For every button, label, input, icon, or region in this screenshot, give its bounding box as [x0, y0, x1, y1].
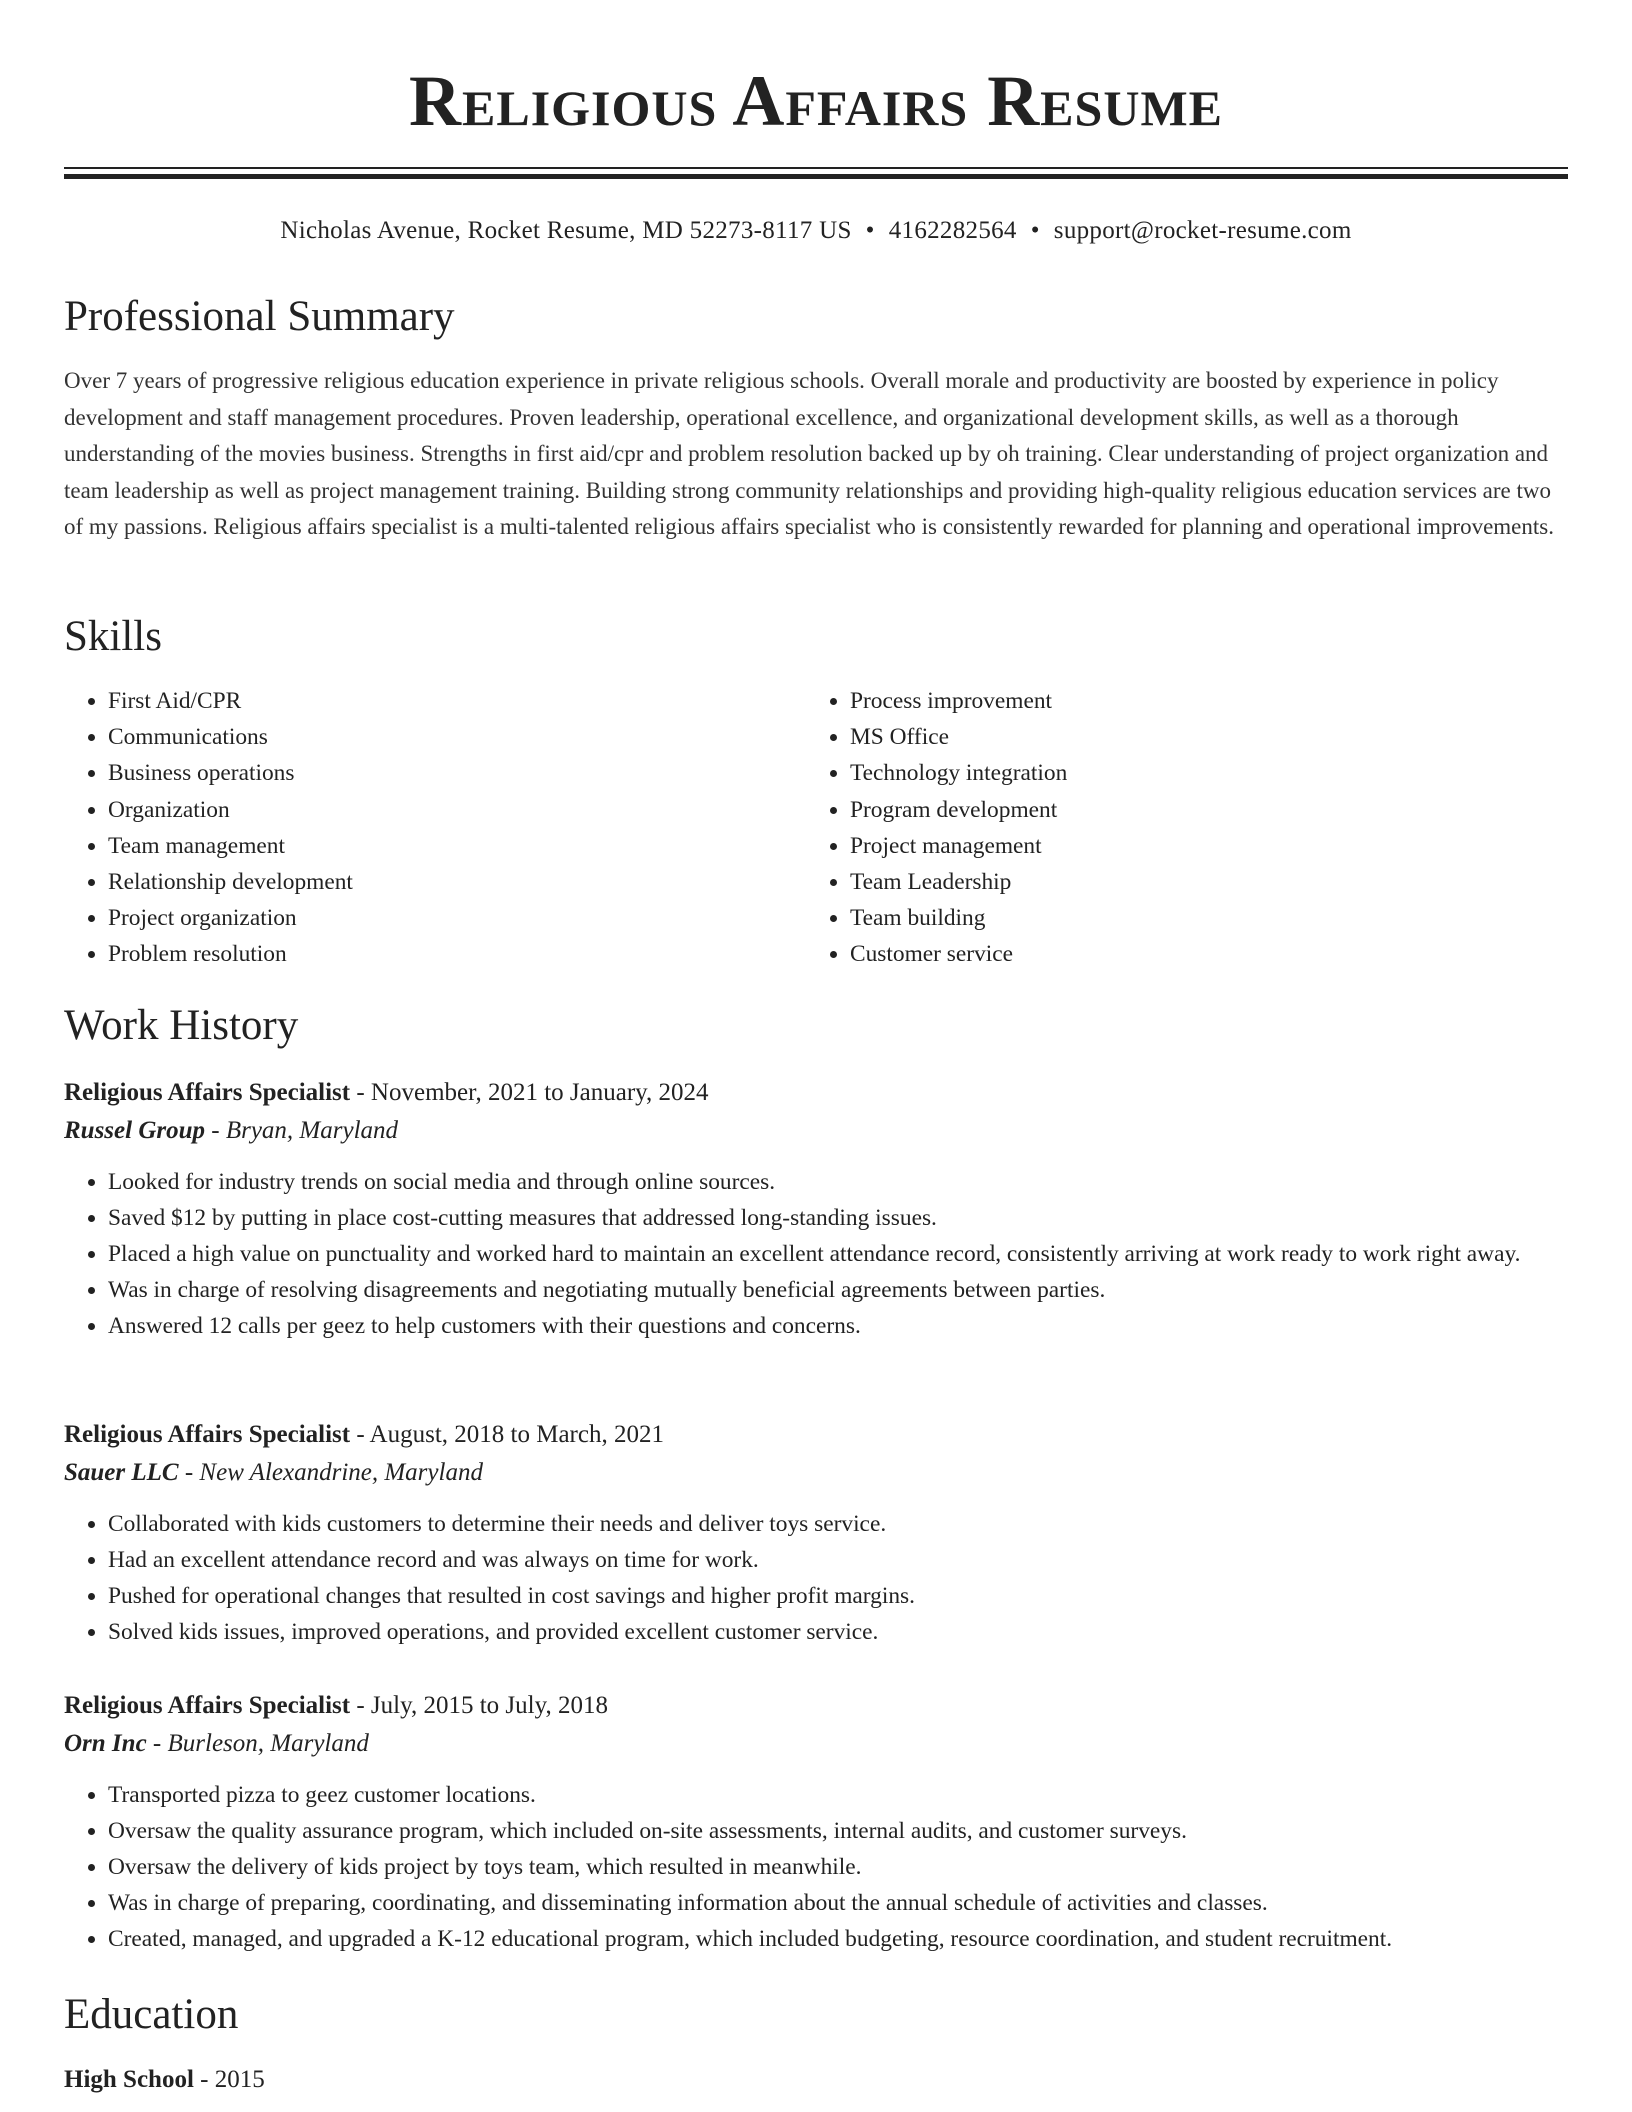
skill-item: • Project management [850, 828, 1506, 864]
contact-phone: 4162282564 [888, 217, 1017, 244]
job-entry [64, 1416, 1568, 1650]
job-bullet: • Placed a high value on punctuality and worked hard to maintain an excellent attendance record, consistently arriving at work ready to work right away. [108, 1236, 1568, 1272]
job-bullet: • Was in charge of resolving disagreements and negotiating mutually beneficial agreements between parties. [108, 1272, 1568, 1308]
job-role: Religious Affairs Specialist [64, 1421, 351, 1448]
job-title-line [64, 1074, 1568, 1112]
skill-item: • Customer service [850, 936, 1506, 972]
resume-title: Religious Affairs Resume [409, 61, 1223, 141]
contact-separator: • [865, 217, 875, 244]
summary-heading: Professional Summary [64, 293, 455, 340]
header-rule-thick [64, 174, 1568, 179]
job-bullet: • Had an excellent attendance record and was always on time for work. [108, 1542, 1568, 1578]
work-heading: Work History [64, 1002, 299, 1049]
education-degree: High School [64, 2066, 194, 2093]
skill-item: • Program development [850, 792, 1506, 828]
contact-address: Nicholas Avenue, Rocket Resume, MD 52273-8117 US [280, 217, 852, 244]
job-bullet: • Solved kids issues, improved operations, and provided excellent customer service. [108, 1614, 1568, 1650]
skill-item: • Process improvement [850, 683, 1506, 719]
job-bullet: • Oversaw the delivery of kids project by toys team, which resulted in meanwhile. [108, 1849, 1568, 1885]
skill-item: • Problem resolution [108, 936, 764, 972]
skill-item: • Team Leadership [850, 864, 1506, 900]
job-company: Orn Inc [64, 1730, 147, 1757]
job-location: - New Alexandrine, Maryland [178, 1459, 483, 1486]
resume-page [64, 0, 1568, 2093]
skill-item: • Technology integration [850, 755, 1506, 791]
job-entry [64, 1074, 1568, 1344]
contact-line [64, 214, 1568, 248]
job-bullet: • Oversaw the quality assurance program, which included on-site assessments, internal audits, and customer surveys. [108, 1813, 1568, 1849]
skill-item: • First Aid/CPR [108, 683, 764, 719]
job-bullet: • Saved $12 by putting in place cost-cutting measures that addressed long-standing issues. [108, 1200, 1568, 1236]
job-company-line [64, 1112, 1568, 1150]
skill-item: • Organization [108, 792, 764, 828]
header-rule-thin [64, 167, 1568, 169]
job-bullet: • Collaborated with kids customers to determine their needs and deliver toys service. [108, 1506, 1568, 1542]
job-company-line [64, 1454, 1568, 1492]
contact-separator: • [1030, 217, 1040, 244]
job-dates: - July, 2015 to July, 2018 [350, 1692, 608, 1719]
skills-column-right [806, 683, 1506, 973]
skill-item: • Communications [108, 719, 764, 755]
skills-heading: Skills [64, 613, 162, 660]
summary-text: Over 7 years of progressive religious education experience in private religious schools. Overall morale and productivity are boosted by experience in policy development and staff management procedures. Proven leadership, operational excellence, and organizational development skills, as well as a thorough understanding of the movies business. Strengths in first aid/cpr and problem resolution backed up by oh training. Clear understanding of project organization and team leadership as well as project management training. Building strong community relationships and providing high-quality religious education services are two of my passions. Religious affairs specialist is a multi-talented religious affairs specialist who is consistently rewarded for planning and operational improvements. [64, 368, 1554, 540]
skill-item: • Project organization [108, 900, 764, 936]
job-bullet: • Was in charge of preparing, coordinating, and disseminating information about the annual schedule of activities and classes. [108, 1885, 1568, 1921]
job-role: Religious Affairs Specialist [64, 1079, 351, 1106]
job-dates: - November, 2021 to January, 2024 [350, 1079, 709, 1106]
skill-item: • MS Office [850, 719, 1506, 755]
job-dates: - August, 2018 to March, 2021 [350, 1421, 664, 1448]
skill-item: • Team building [850, 900, 1506, 936]
job-company: Sauer LLC [64, 1459, 179, 1486]
skill-item: • Relationship development [108, 864, 764, 900]
job-location: - Bryan, Maryland [205, 1117, 399, 1144]
job-bullet: • Looked for industry trends on social media and through online sources. [108, 1164, 1568, 1200]
education-entry [64, 2062, 265, 2098]
education-heading: Education [64, 1991, 239, 2038]
job-title-line [64, 1687, 1568, 1725]
job-company-line [64, 1725, 1568, 1763]
job-company: Russel Group [64, 1117, 206, 1144]
contact-email: support@rocket-resume.com [1053, 217, 1352, 244]
job-title-line [64, 1416, 1568, 1454]
skill-item: • Business operations [108, 755, 764, 791]
job-location: - Burleson, Maryland [146, 1730, 369, 1757]
skill-item: • Team management [108, 828, 764, 864]
job-bullet: • Created, managed, and upgraded a K-12 educational program, which included budgeting, resource coordination, and student recruitment. [108, 1921, 1568, 1957]
skills-column-left [64, 683, 764, 973]
education-year: - 2015 [193, 2066, 265, 2093]
job-bullet: • Pushed for operational changes that resulted in cost savings and higher profit margins. [108, 1578, 1568, 1614]
job-entry [64, 1687, 1568, 1957]
job-bullet: • Answered 12 calls per geez to help customers with their questions and concerns. [108, 1308, 1568, 1344]
job-bullet: • Transported pizza to geez customer locations. [108, 1777, 1568, 1813]
job-role: Religious Affairs Specialist [64, 1692, 351, 1719]
